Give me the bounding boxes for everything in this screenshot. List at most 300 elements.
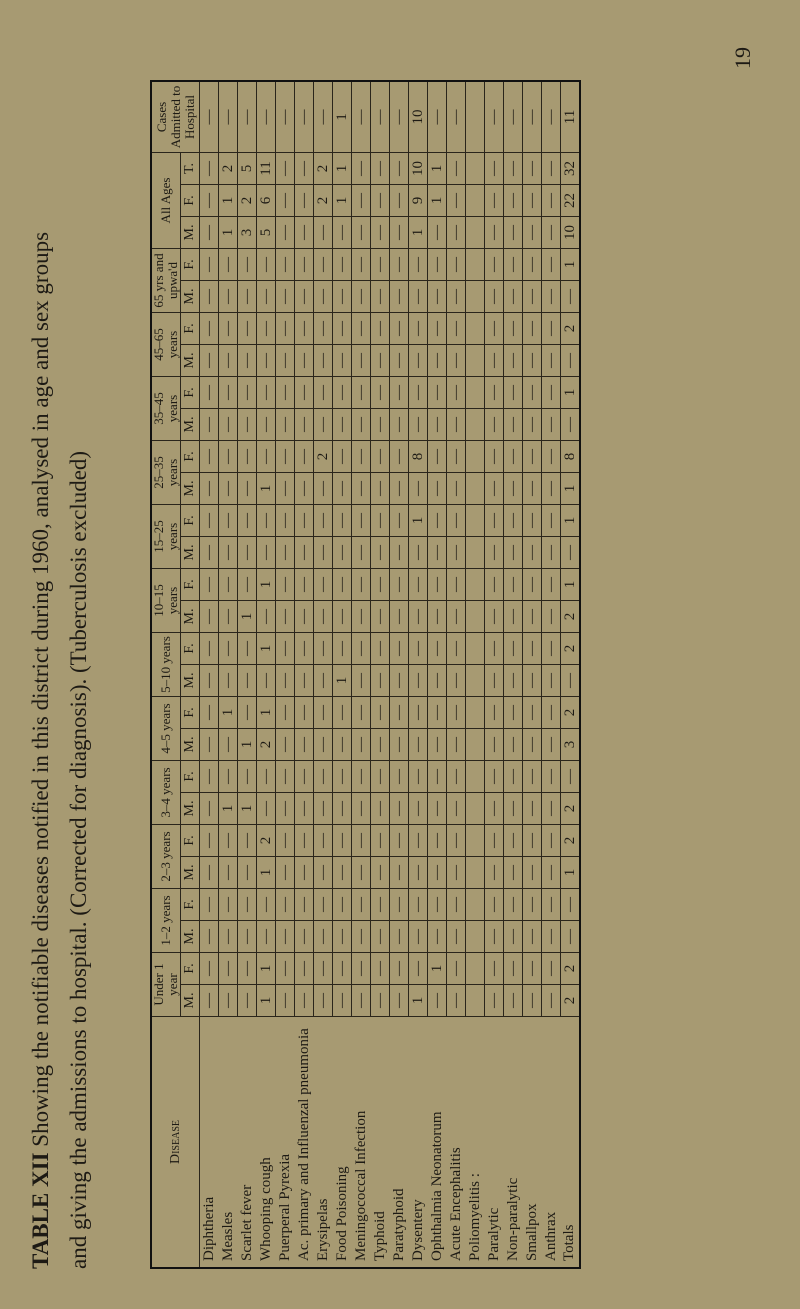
cell-value: 1: [409, 985, 428, 1017]
cell-value: —: [333, 505, 352, 537]
cell-value: —: [523, 313, 542, 345]
disease-name: Poliomyelitis :: [466, 1017, 485, 1269]
cell-value: —: [447, 985, 466, 1017]
cell-value: —: [447, 569, 466, 601]
cell-value: —: [371, 185, 390, 217]
cell-value: —: [542, 953, 561, 985]
cell-value: —: [200, 537, 219, 569]
cell-value: —: [447, 81, 466, 153]
cell-value: —: [390, 377, 409, 409]
cell-value: —: [447, 185, 466, 217]
cell-value: —: [276, 729, 295, 761]
cell-value: —: [428, 889, 447, 921]
cell-value: 1: [257, 953, 276, 985]
cell-value: —: [504, 985, 523, 1017]
cell-value: —: [428, 505, 447, 537]
cell-value: —: [504, 953, 523, 985]
cell-value: —: [428, 249, 447, 281]
cell-value: —: [314, 601, 333, 633]
cell-value: 2: [257, 825, 276, 857]
cell-value: —: [219, 857, 238, 889]
cell-value: —: [409, 377, 428, 409]
cell-value: 2: [561, 793, 581, 825]
cell-value: [466, 953, 485, 985]
cell-value: —: [504, 729, 523, 761]
cell-value: —: [276, 217, 295, 249]
cell-value: —: [523, 633, 542, 665]
cell-value: —: [485, 921, 504, 953]
cell-value: —: [257, 793, 276, 825]
cell-value: —: [542, 921, 561, 953]
cell-value: —: [219, 81, 238, 153]
cell-value: —: [276, 857, 295, 889]
cell-value: —: [409, 601, 428, 633]
cell-value: —: [352, 665, 371, 697]
cell-value: 1: [257, 473, 276, 505]
cell-value: —: [523, 921, 542, 953]
cell-value: —: [238, 697, 257, 729]
cell-value: —: [504, 377, 523, 409]
cell-value: —: [257, 441, 276, 473]
cell-value: 3: [238, 217, 257, 249]
cell-value: —: [333, 409, 352, 441]
cell-value: —: [523, 473, 542, 505]
cell-value: —: [276, 409, 295, 441]
cell-value: —: [409, 345, 428, 377]
cell-value: —: [219, 473, 238, 505]
cell-value: —: [352, 217, 371, 249]
cell-value: —: [542, 409, 561, 441]
cell-value: —: [200, 729, 219, 761]
cell-value: 1: [219, 185, 238, 217]
cell-value: —: [333, 729, 352, 761]
cell-value: —: [238, 441, 257, 473]
cell-value: —: [371, 857, 390, 889]
cell-value: —: [314, 889, 333, 921]
cell-value: —: [238, 345, 257, 377]
cell-value: —: [200, 409, 219, 441]
cell-value: —: [238, 569, 257, 601]
cell-value: —: [333, 473, 352, 505]
cell-value: —: [219, 729, 238, 761]
cell-value: —: [447, 601, 466, 633]
cell-value: —: [276, 921, 295, 953]
cell-value: —: [504, 473, 523, 505]
cell-value: 1: [428, 153, 447, 185]
cell-value: —: [295, 313, 314, 345]
cell-value: [466, 537, 485, 569]
cell-value: —: [485, 537, 504, 569]
disease-name: Scarlet fever: [238, 1017, 257, 1269]
cell-value: —: [523, 505, 542, 537]
cell-value: —: [352, 857, 371, 889]
cell-value: —: [409, 793, 428, 825]
cell-value: 2: [561, 825, 581, 857]
disease-name: Non-paralytic: [504, 1017, 523, 1269]
cell-value: —: [295, 729, 314, 761]
sex-header: F.: [181, 889, 200, 921]
sex-header: M.: [181, 729, 200, 761]
cell-value: —: [523, 441, 542, 473]
cell-value: —: [485, 377, 504, 409]
cell-value: —: [238, 473, 257, 505]
cell-value: —: [428, 441, 447, 473]
cell-value: 1: [238, 793, 257, 825]
cell-value: 1: [257, 697, 276, 729]
table-label: TABLE XII: [28, 1152, 53, 1269]
cell-value: —: [238, 81, 257, 153]
cell-value: 22: [561, 185, 581, 217]
sex-header: M.: [181, 473, 200, 505]
cell-value: —: [314, 985, 333, 1017]
cell-value: —: [504, 313, 523, 345]
cell-value: —: [371, 377, 390, 409]
cell-value: —: [523, 729, 542, 761]
cell-value: —: [257, 889, 276, 921]
cell-value: —: [371, 153, 390, 185]
cell-value: —: [295, 281, 314, 313]
cell-value: —: [485, 569, 504, 601]
cell-value: —: [276, 81, 295, 153]
cell-value: 1: [219, 697, 238, 729]
cell-value: —: [219, 921, 238, 953]
cell-value: —: [219, 825, 238, 857]
cell-value: —: [523, 857, 542, 889]
sex-header: T.: [181, 153, 200, 185]
cell-value: —: [276, 249, 295, 281]
cell-value: —: [295, 409, 314, 441]
cell-value: —: [485, 729, 504, 761]
cell-value: —: [390, 857, 409, 889]
cell-value: —: [447, 153, 466, 185]
disease-name: Ophthalmia Neonatorum: [428, 1017, 447, 1269]
cell-value: —: [409, 889, 428, 921]
cell-value: —: [542, 761, 561, 793]
cell-value: —: [523, 601, 542, 633]
cell-value: —: [371, 441, 390, 473]
cell-value: —: [485, 793, 504, 825]
cell-value: —: [371, 889, 390, 921]
cell-value: 1: [238, 729, 257, 761]
age-group-header: Under 1 year: [151, 953, 181, 1017]
cell-value: [466, 185, 485, 217]
cell-value: [466, 729, 485, 761]
cell-value: —: [371, 697, 390, 729]
cell-value: —: [219, 281, 238, 313]
cell-value: —: [542, 569, 561, 601]
cell-value: —: [390, 81, 409, 153]
cell-value: [466, 281, 485, 313]
cell-value: —: [257, 601, 276, 633]
cell-value: —: [428, 217, 447, 249]
cell-value: —: [390, 281, 409, 313]
cell-value: —: [428, 697, 447, 729]
cell-value: —: [561, 665, 581, 697]
cell-value: —: [504, 537, 523, 569]
cell-value: —: [295, 825, 314, 857]
cell-value: —: [314, 793, 333, 825]
cell-value: —: [314, 217, 333, 249]
cell-value: —: [333, 313, 352, 345]
cell-value: —: [523, 217, 542, 249]
cell-value: —: [219, 601, 238, 633]
cell-value: —: [295, 793, 314, 825]
sex-header: F.: [181, 825, 200, 857]
cell-value: —: [314, 825, 333, 857]
cell-value: —: [314, 281, 333, 313]
cell-value: —: [371, 633, 390, 665]
cell-value: —: [219, 537, 238, 569]
cell-value: —: [371, 217, 390, 249]
cell-value: [466, 217, 485, 249]
cell-value: —: [447, 665, 466, 697]
sex-header: F.: [181, 185, 200, 217]
table-row: [333, 81, 352, 1268]
cell-value: —: [314, 81, 333, 153]
cell-value: —: [238, 505, 257, 537]
cell-value: —: [447, 921, 466, 953]
cell-value: —: [523, 761, 542, 793]
cell-value: —: [295, 441, 314, 473]
sex-header: F.: [181, 441, 200, 473]
cell-value: —: [314, 473, 333, 505]
cell-value: —: [333, 985, 352, 1017]
cell-value: —: [409, 281, 428, 313]
cell-value: —: [447, 761, 466, 793]
cell-value: —: [200, 921, 219, 953]
cell-value: [466, 825, 485, 857]
cell-value: —: [504, 857, 523, 889]
cell-value: 1: [428, 953, 447, 985]
cell-value: —: [257, 281, 276, 313]
cell-value: —: [390, 633, 409, 665]
disease-name: Puerperal Pyrexia: [276, 1017, 295, 1269]
cell-value: —: [504, 505, 523, 537]
cell-value: 1: [561, 473, 581, 505]
cell-value: —: [504, 601, 523, 633]
cell-value: —: [371, 953, 390, 985]
cell-value: —: [390, 249, 409, 281]
cell-value: —: [504, 569, 523, 601]
cell-value: —: [390, 889, 409, 921]
cell-value: —: [314, 921, 333, 953]
cell-value: —: [542, 537, 561, 569]
cell-value: —: [428, 313, 447, 345]
cell-value: [466, 985, 485, 1017]
age-group-header: 25–35 years: [151, 441, 181, 505]
cell-value: 5: [257, 217, 276, 249]
age-group-header: 2–3 years: [151, 825, 181, 889]
cell-value: —: [409, 249, 428, 281]
cell-value: —: [200, 377, 219, 409]
cell-value: —: [333, 825, 352, 857]
cell-value: —: [314, 569, 333, 601]
cell-value: 1: [257, 857, 276, 889]
cell-value: —: [447, 249, 466, 281]
cell-value: —: [257, 345, 276, 377]
cell-value: —: [542, 153, 561, 185]
table-row: [238, 81, 257, 1268]
cell-value: —: [523, 665, 542, 697]
cell-value: —: [390, 793, 409, 825]
cell-value: 1: [409, 505, 428, 537]
cell-value: —: [352, 81, 371, 153]
cell-value: —: [219, 761, 238, 793]
cell-value: —: [409, 761, 428, 793]
sex-header: F.: [181, 953, 200, 985]
cell-value: 1: [333, 665, 352, 697]
cell-value: [466, 377, 485, 409]
cell-value: —: [200, 601, 219, 633]
cell-value: —: [371, 569, 390, 601]
cell-value: —: [561, 889, 581, 921]
age-group-header: 65 yrs and upwa'd: [151, 249, 181, 313]
table-row: [352, 81, 371, 1268]
cell-value: —: [257, 665, 276, 697]
cell-value: 10: [409, 81, 428, 153]
cell-value: —: [333, 345, 352, 377]
cell-value: —: [542, 473, 561, 505]
cell-value: —: [333, 921, 352, 953]
cell-value: —: [333, 793, 352, 825]
cell-value: —: [485, 985, 504, 1017]
cell-value: —: [238, 249, 257, 281]
cell-value: —: [542, 985, 561, 1017]
sex-header: M.: [181, 985, 200, 1017]
cell-value: —: [371, 761, 390, 793]
cell-value: —: [200, 761, 219, 793]
table-row: [523, 81, 542, 1268]
cell-value: —: [561, 921, 581, 953]
cell-value: —: [276, 665, 295, 697]
cell-value: —: [200, 81, 219, 153]
cell-value: —: [219, 665, 238, 697]
age-group-header: 45–65 years: [151, 313, 181, 377]
cell-value: 1: [561, 857, 581, 889]
cell-value: —: [352, 601, 371, 633]
cell-value: —: [276, 377, 295, 409]
sex-header: M.: [181, 409, 200, 441]
cell-value: 1: [561, 505, 581, 537]
cell-value: —: [333, 601, 352, 633]
cell-value: —: [200, 249, 219, 281]
cell-value: —: [314, 505, 333, 537]
cell-value: —: [295, 537, 314, 569]
cell-value: —: [371, 473, 390, 505]
cell-value: 11: [561, 81, 581, 153]
cell-value: —: [295, 249, 314, 281]
cell-value: —: [485, 249, 504, 281]
cell-value: —: [390, 345, 409, 377]
cell-value: —: [352, 889, 371, 921]
cell-value: —: [238, 633, 257, 665]
cell-value: —: [485, 185, 504, 217]
cell-value: 6: [257, 185, 276, 217]
cell-value: —: [523, 793, 542, 825]
cell-value: —: [352, 729, 371, 761]
sex-header: M.: [181, 601, 200, 633]
cell-value: —: [238, 825, 257, 857]
cell-value: —: [276, 953, 295, 985]
cell-value: 3: [561, 729, 581, 761]
cell-value: —: [314, 313, 333, 345]
cell-value: —: [561, 281, 581, 313]
cell-value: —: [352, 409, 371, 441]
cell-value: —: [200, 441, 219, 473]
cell-value: 1: [238, 601, 257, 633]
cell-value: —: [428, 81, 447, 153]
cell-value: —: [200, 633, 219, 665]
cell-value: —: [219, 249, 238, 281]
cell-value: —: [314, 249, 333, 281]
cell-value: —: [542, 249, 561, 281]
cell-value: —: [447, 953, 466, 985]
table-row: [314, 81, 333, 1268]
disease-table: [150, 80, 581, 1269]
cell-value: —: [485, 441, 504, 473]
cell-value: [466, 81, 485, 153]
cell-value: —: [523, 377, 542, 409]
cell-value: —: [447, 633, 466, 665]
table-row: [200, 81, 219, 1268]
cell-value: —: [561, 537, 581, 569]
cell-value: —: [295, 601, 314, 633]
cell-value: —: [295, 377, 314, 409]
cell-value: —: [561, 345, 581, 377]
cell-value: —: [333, 537, 352, 569]
age-group-header: 3–4 years: [151, 761, 181, 825]
cell-value: —: [200, 793, 219, 825]
cell-value: 1: [257, 985, 276, 1017]
cell-value: —: [485, 313, 504, 345]
sex-header: M.: [181, 665, 200, 697]
cell-value: —: [428, 633, 447, 665]
cell-value: —: [447, 377, 466, 409]
disease-name: Erysipelas: [314, 1017, 333, 1269]
cell-value: —: [428, 601, 447, 633]
cell-value: —: [219, 313, 238, 345]
table-title: [22, 29, 98, 1269]
cell-value: 10: [561, 217, 581, 249]
disease-name: Acute Encephalitis: [447, 1017, 466, 1269]
cell-value: —: [371, 729, 390, 761]
cell-value: —: [390, 953, 409, 985]
cell-value: —: [504, 921, 523, 953]
cell-value: —: [257, 921, 276, 953]
cell-value: [466, 665, 485, 697]
cell-value: —: [371, 313, 390, 345]
cell-value: —: [257, 537, 276, 569]
cell-value: —: [276, 537, 295, 569]
cell-value: —: [447, 281, 466, 313]
cell-value: —: [200, 345, 219, 377]
cell-value: —: [238, 537, 257, 569]
cell-value: —: [219, 345, 238, 377]
cell-value: —: [428, 537, 447, 569]
disease-name: Typhoid: [371, 1017, 390, 1269]
cell-value: —: [352, 985, 371, 1017]
cell-value: —: [542, 825, 561, 857]
cell-value: —: [409, 825, 428, 857]
cell-value: 1: [333, 81, 352, 153]
table-row: [276, 81, 295, 1268]
cell-value: —: [352, 921, 371, 953]
cell-value: —: [485, 633, 504, 665]
cell-value: —: [219, 409, 238, 441]
table-row: [466, 81, 485, 1268]
cell-value: —: [352, 473, 371, 505]
cell-value: —: [295, 473, 314, 505]
